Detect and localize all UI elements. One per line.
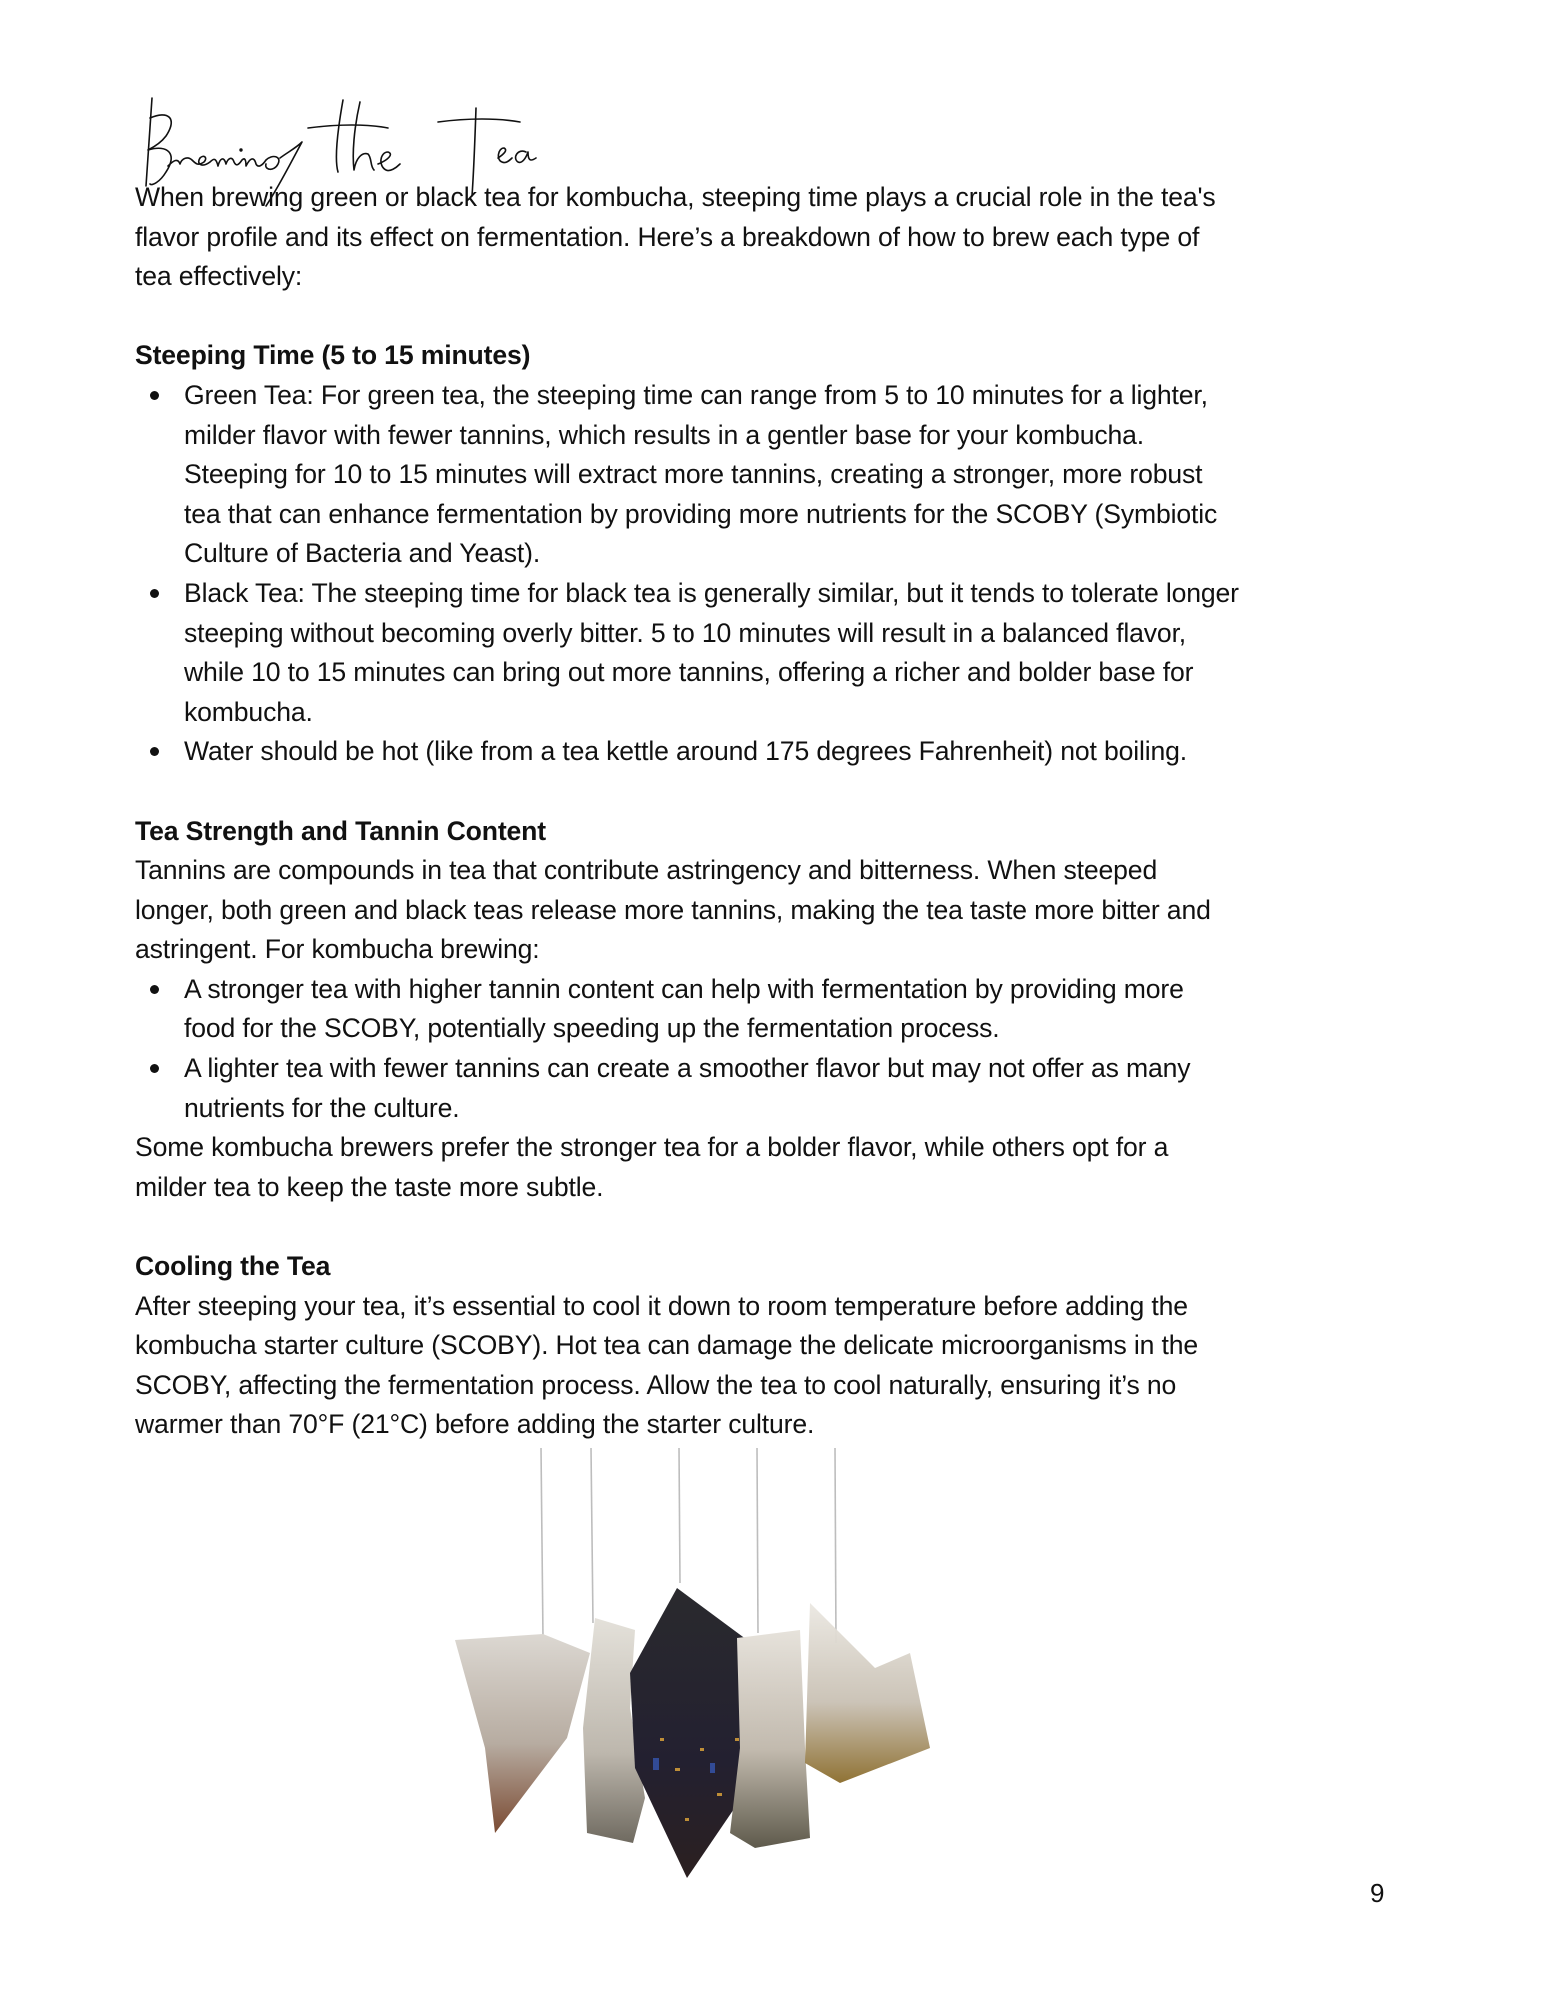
spacer	[135, 772, 1495, 812]
bullet-icon	[150, 985, 159, 994]
paragraph-line: astringent. For kombucha brewing:	[135, 934, 540, 965]
bullet-icon	[150, 1064, 159, 1073]
section-heading: Steeping Time (5 to 15 minutes)	[135, 340, 531, 371]
teabags-image	[455, 1448, 1105, 1878]
list-item	[135, 732, 1495, 772]
document-body	[135, 178, 1495, 1445]
list-item-line: while 10 to 15 minutes can bring out more tannins, offering a richer and bolder base for	[184, 657, 1194, 688]
list-item-text: Black Tea: The steeping time for black tea is generally similar, but it tends to tolerate longer	[184, 577, 1239, 608]
bulleted-list	[135, 376, 1495, 772]
bullet-icon	[150, 747, 159, 756]
list-item-line	[135, 376, 1495, 416]
list-item-line: Culture of Bacteria and Yeast).	[184, 538, 541, 569]
list-item-line: kombucha.	[184, 696, 313, 727]
bulleted-list	[135, 970, 1495, 1128]
spacer	[135, 297, 1495, 337]
paragraph-line: tea effectively:	[135, 261, 303, 292]
list-item-line: Steeping for 10 to 15 minutes will extract more tannins, creating a stronger, more robust	[184, 459, 1203, 490]
list-item	[135, 376, 1495, 574]
list-item-line: nutrients for the culture.	[184, 1092, 460, 1123]
paragraph-line: Some kombucha brewers prefer the stronger tea for a bolder flavor, while others opt for a	[135, 1132, 1169, 1163]
list-item-line	[135, 574, 1495, 614]
paragraph-line: warmer than 70°F (21°C) before adding the starter culture.	[135, 1409, 815, 1440]
paragraph-line: After steeping your tea, it’s essential to cool it down to room temperature before adding the	[135, 1290, 1188, 1321]
list-item-line: steeping without becoming overly bitter. 5 to 10 minutes will result in a balanced flavor,	[184, 617, 1187, 648]
spacer	[135, 1207, 1495, 1247]
list-item-line: food for the SCOBY, potentially speeding up the fermentation process.	[184, 1013, 1000, 1044]
list-item-line: milder flavor with fewer tannins, which results in a gentler base for your kombucha.	[184, 419, 1144, 450]
list-item-text: A stronger tea with higher tannin content can help with fermentation by providing more	[184, 973, 1184, 1004]
list-item	[135, 970, 1495, 1049]
list-item	[135, 574, 1495, 732]
teabags-illustration-icon	[455, 1448, 1105, 1878]
list-item-line: tea that can enhance fermentation by providing more nutrients for the SCOBY (Symbiotic	[184, 498, 1218, 529]
section-heading: Cooling the Tea	[135, 1251, 331, 1282]
paragraph-line: flavor profile and its effect on fermentation. Here’s a breakdown of how to brew each type of	[135, 221, 1200, 252]
bullet-icon	[150, 589, 159, 598]
list-item	[135, 1049, 1495, 1128]
paragraph-line: longer, both green and black teas release more tannins, making the tea taste more bitter and	[135, 894, 1211, 925]
list-item-line	[135, 1049, 1495, 1089]
section-tea-strength	[135, 812, 1495, 1208]
bullet-icon	[150, 391, 159, 400]
section-cooling	[135, 1247, 1495, 1445]
paragraph-line: SCOBY, affecting the fermentation process. Allow the tea to cool naturally, ensuring it’s no	[135, 1369, 1177, 1400]
list-item-text: A lighter tea with fewer tannins can create a smoother flavor but may not offer as many	[184, 1053, 1191, 1084]
list-item-text: Water should be hot (like from a tea kettle around 175 degrees Fahrenheit) not boiling.	[184, 736, 1188, 767]
page-number: 9	[1370, 1878, 1385, 1908]
list-item-line	[135, 970, 1495, 1010]
intro-paragraph	[135, 178, 1495, 297]
list-item-line	[135, 732, 1495, 772]
list-item-text: Green Tea: For green tea, the steeping time can range from 5 to 10 minutes for a lighter,	[184, 379, 1208, 410]
paragraph-line: When brewing green or black tea for kombucha, steeping time plays a crucial role in the tea's	[135, 182, 1216, 212]
paragraph-line: kombucha starter culture (SCOBY). Hot tea can damage the delicate microorganisms in the	[135, 1330, 1199, 1361]
section-heading: Tea Strength and Tannin Content	[135, 815, 546, 846]
section-steeping-time	[135, 336, 1495, 772]
paragraph-line: milder tea to keep the taste more subtle.	[135, 1171, 604, 1202]
paragraph-line: Tannins are compounds in tea that contribute astringency and bitterness. When steeped	[135, 855, 1158, 886]
